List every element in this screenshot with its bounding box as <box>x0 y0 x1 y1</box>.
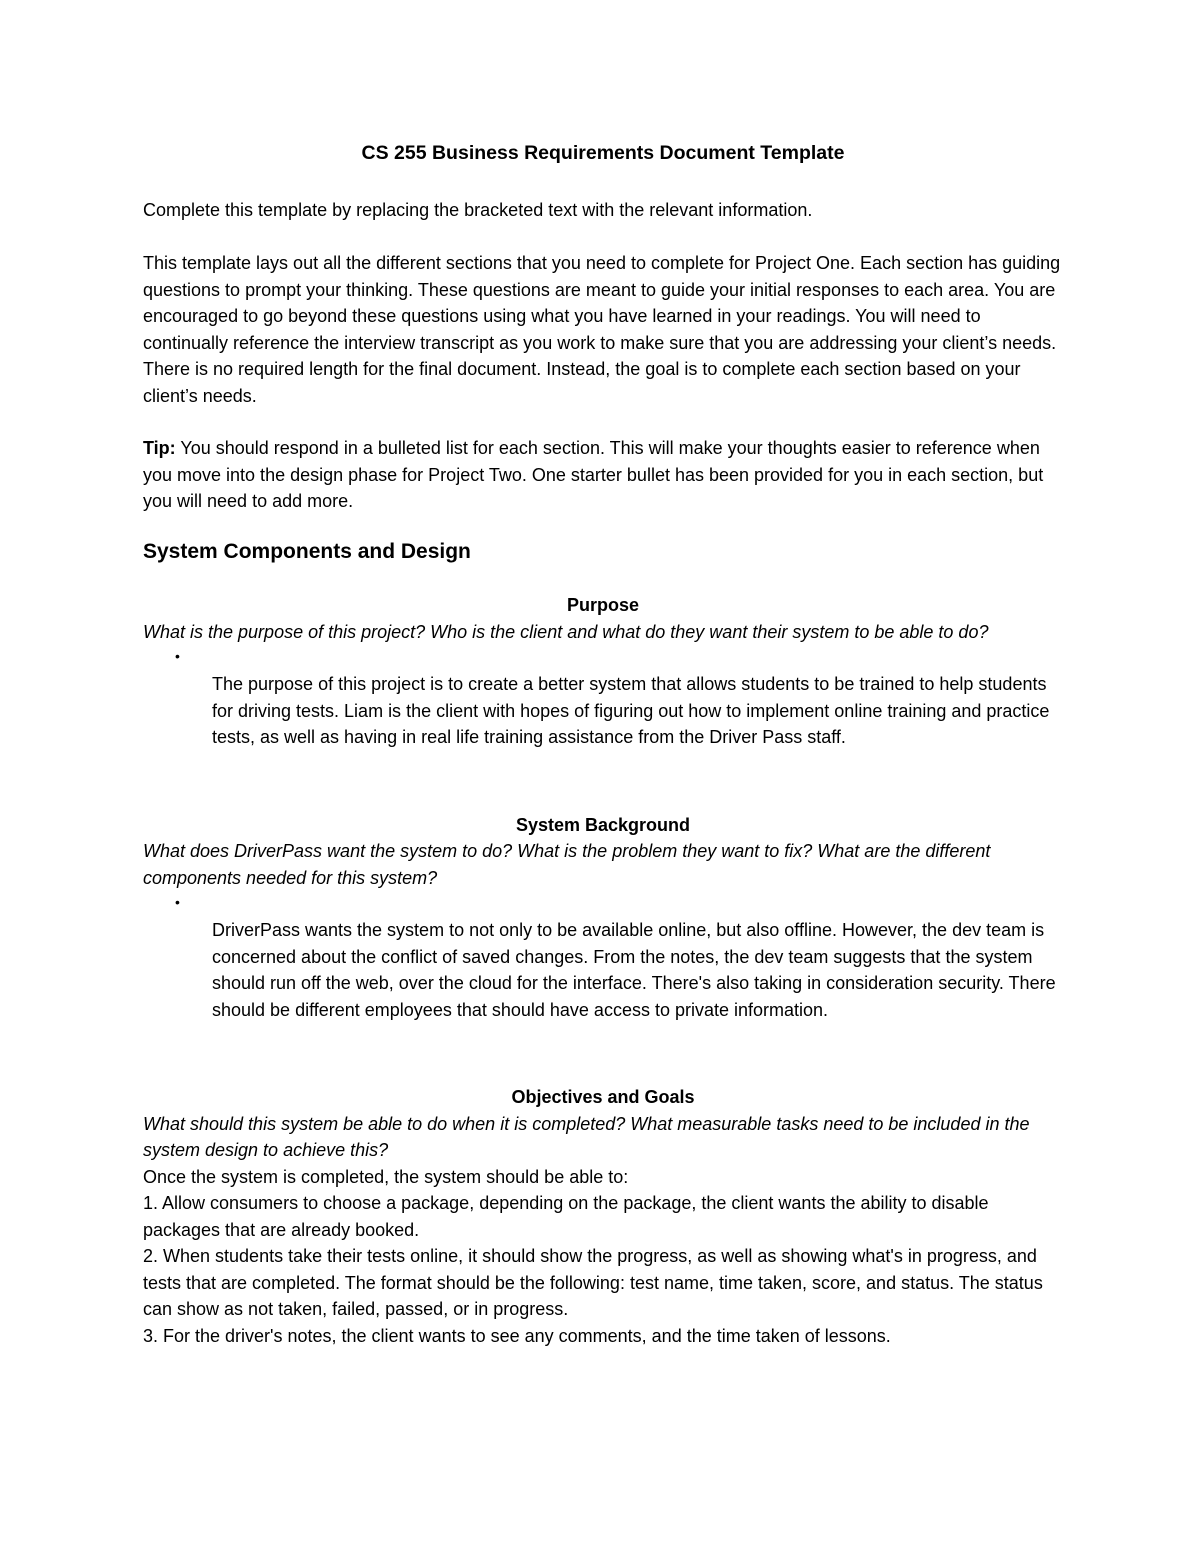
objective-item-3: 3. For the driver's notes, the client wants to see any comments, and the time taken of lessons. <box>143 1325 891 1346</box>
bullet-icon: • <box>175 648 180 664</box>
tip-label: Tip: <box>143 438 176 458</box>
background-bullet-list <box>143 891 1063 1023</box>
background-bullet-text: DriverPass wants the system to not only to be available online, but also offline. However, the dev team is concerned about the conflict of saved changes. From the notes, the dev team suggests that the system should run off the web, over the cloud for the interface. There's also taking in consideration security. There should be different employees that should have access to private information. <box>212 920 1056 1020</box>
section-heading: System Components and Design <box>143 539 471 563</box>
background-question: What does DriverPass want the system to do? What is the problem they want to fix? What are the different components needed for this system? <box>143 841 991 888</box>
document-page <box>143 140 1063 1349</box>
instruction-paragraph: Complete this template by replacing the bracketed text with the relevant information. <box>143 199 813 220</box>
purpose-bullet-item <box>143 645 1063 751</box>
background-bullet-item <box>143 891 1063 1023</box>
objective-item-2: 2. When students take their tests online, it should show the progress, as well as showing what's in progress, and tests that are completed. The format should be the following: test name, time taken, score, and status. The status can show as not taken, failed, passed, or in progress. <box>143 1246 1043 1319</box>
purpose-bullet-text: The purpose of this project is to create a better system that allows students to be trained to help students for driving tests. Liam is the client with hopes of figuring out how to implement online training and practice tests, as well as having in real life training assistance from the Driver Pass staff. <box>212 674 1050 747</box>
tip-text: You should respond in a bulleted list for each section. This will make your thoughts easier to reference when you move into the design phase for Project Two. One starter bullet has been provided for you in each section, but you will need to add more. <box>143 438 1044 511</box>
objectives-question: What should this system be able to do when it is completed? What measurable tasks need to be included in the system design to achieve this? <box>143 1113 1030 1160</box>
purpose-bullet-list <box>143 645 1063 751</box>
objectives-lead: Once the system is completed, the system should be able to: <box>143 1166 629 1187</box>
document-title: CS 255 Business Requirements Document Template <box>361 142 845 164</box>
purpose-question: What is the purpose of this project? Who is the client and what do they want their system to be able to do? <box>143 621 989 642</box>
purpose-heading: Purpose <box>566 595 640 615</box>
objectives-heading: Objectives and Goals <box>511 1087 695 1107</box>
background-heading: System Background <box>515 814 691 835</box>
tip-paragraph <box>143 435 1063 515</box>
intro-paragraph: This template lays out all the different sections that you need to complete for Project One. Each section has guiding questions to prompt your thinking. These questions are meant to guide your initial responses to each area. You are encouraged to go beyond these questions using what you have learned in your readings. You will need to continually reference the interview transcript as you work to make sure that you are addressing your client’s needs. There is no required length for the final document. Instead, the goal is to complete each section based on your client’s needs. <box>143 253 1061 406</box>
bullet-icon: • <box>175 894 180 910</box>
objective-item-1: 1. Allow consumers to choose a package, depending on the package, the client wants the ability to disable packages that are already booked. <box>143 1193 989 1240</box>
